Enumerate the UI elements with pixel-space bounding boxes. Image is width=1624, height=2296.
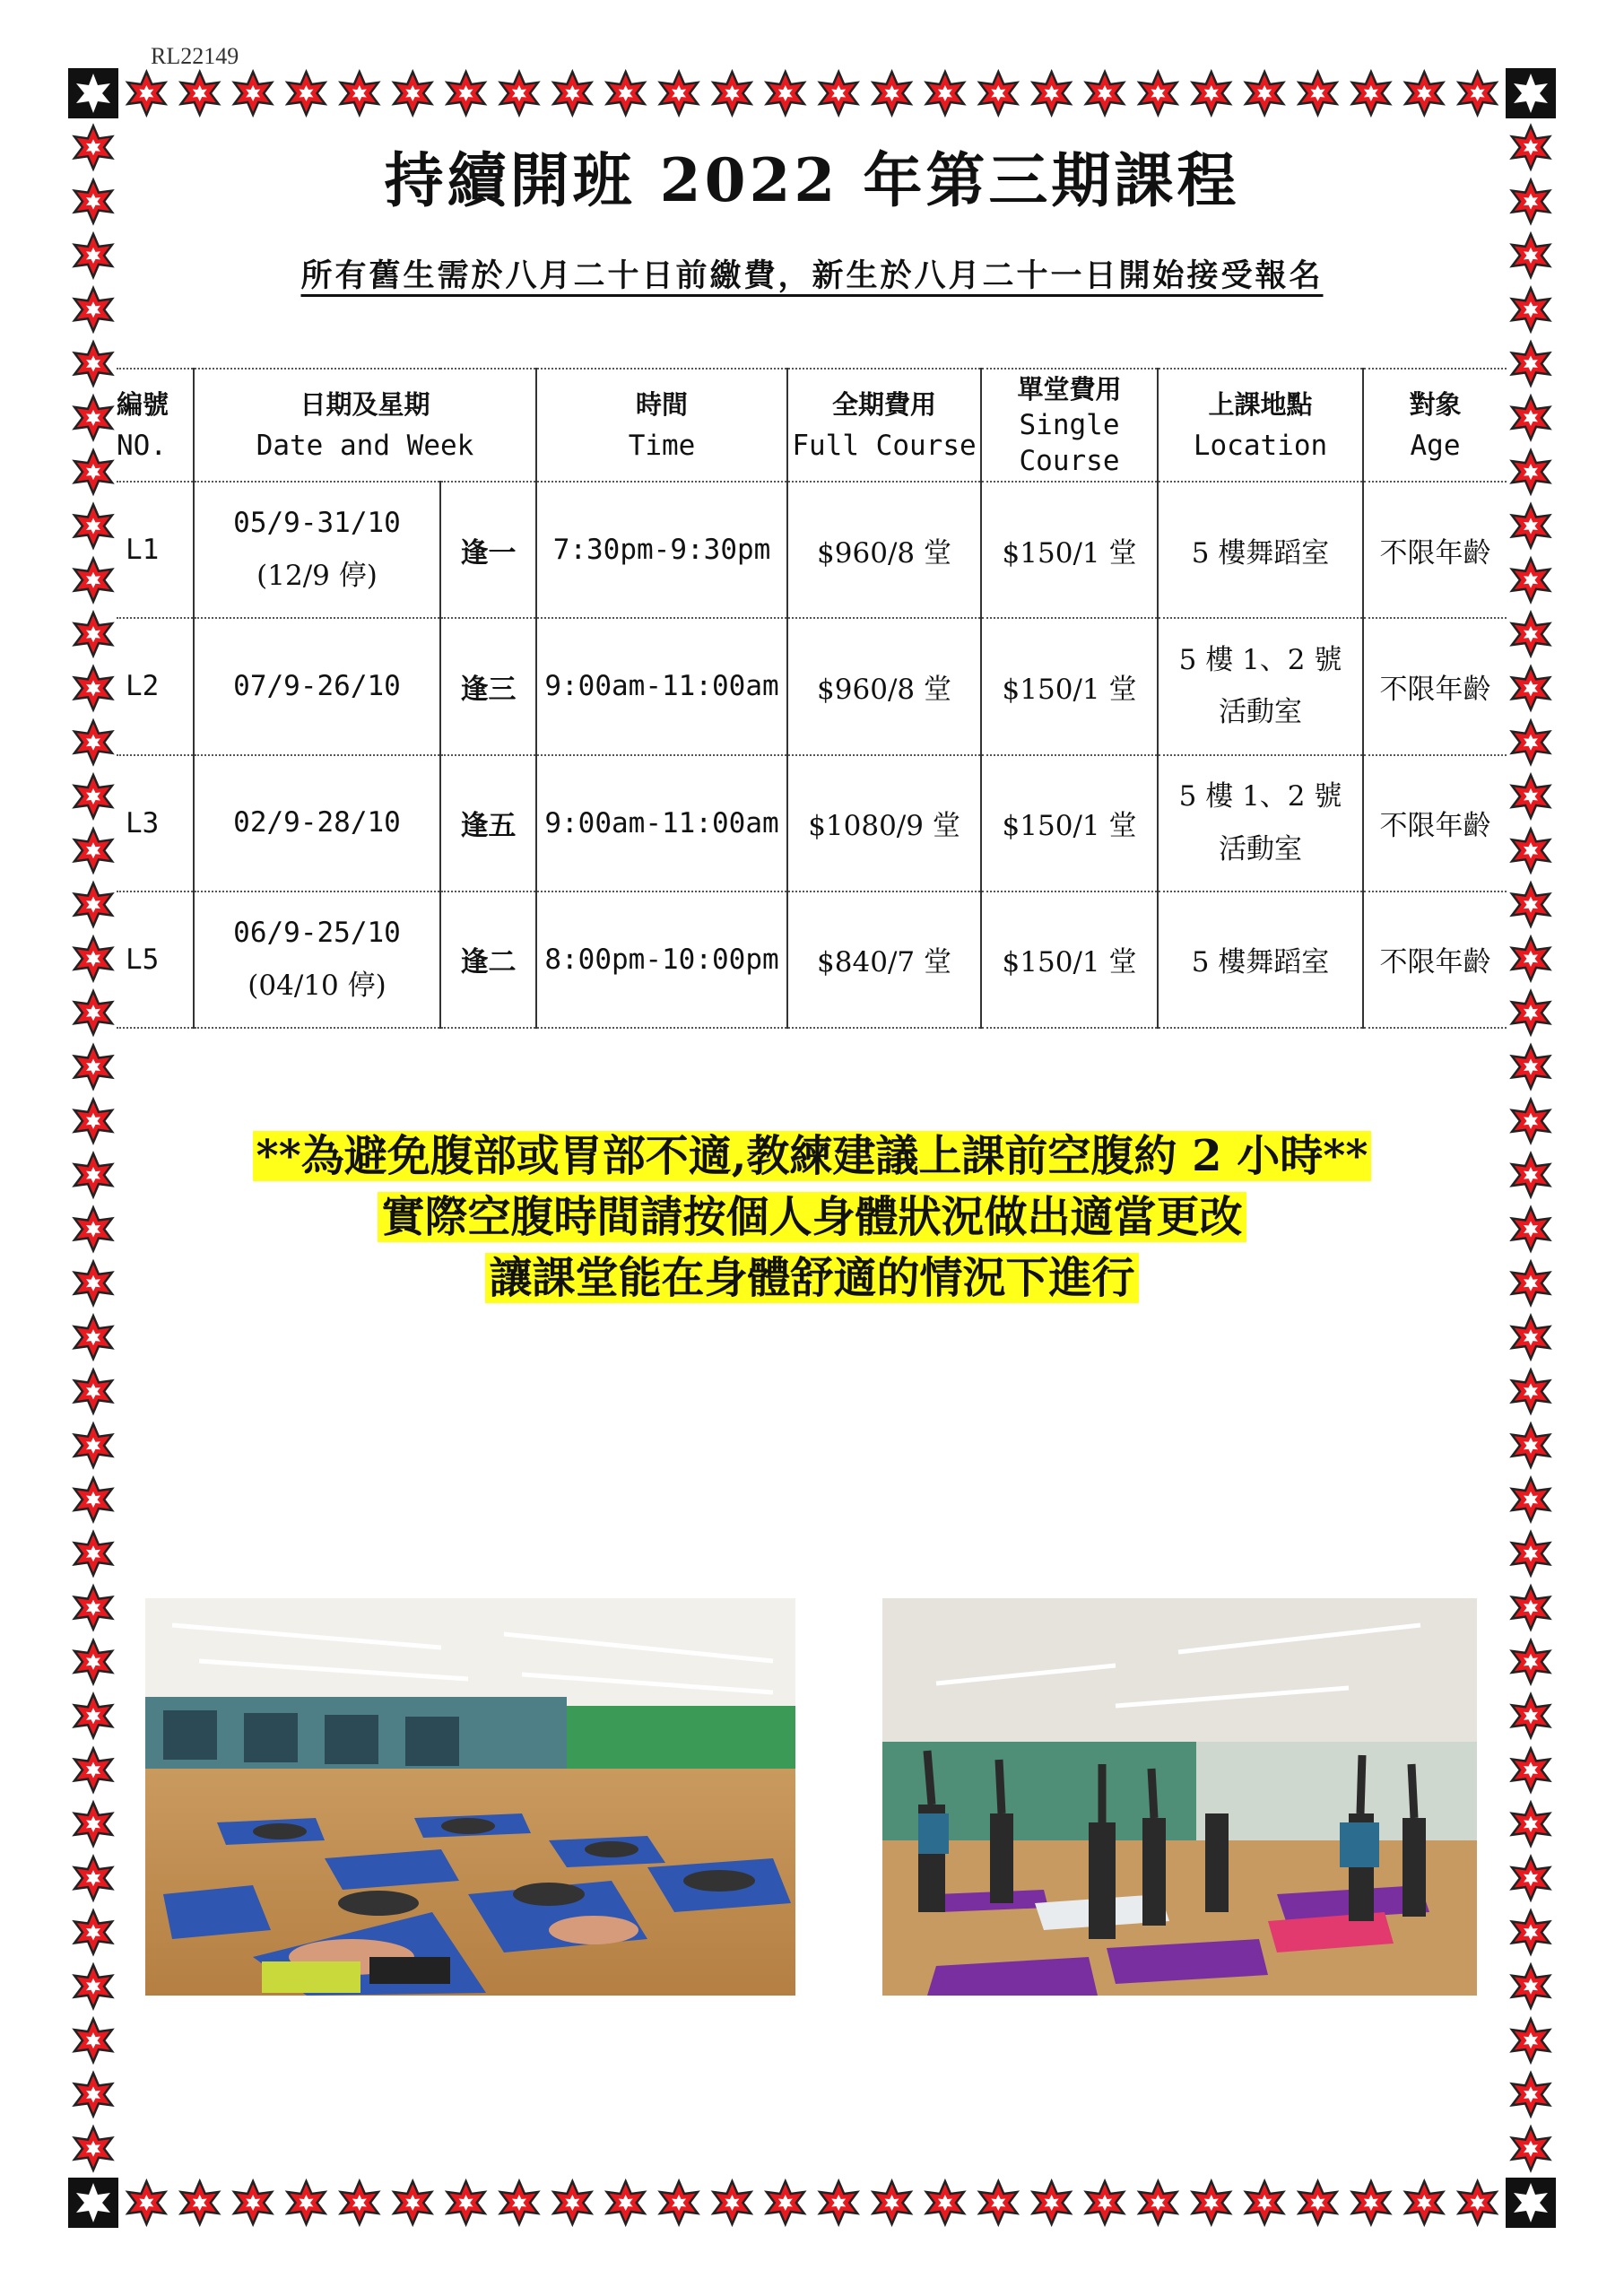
border-star-icon [1510,937,1551,980]
course-weekday: 逢五 [440,755,536,891]
border-star-icon [499,72,540,115]
border-star-icon [73,234,114,277]
border-star-icon [339,72,380,115]
header-location: 上課地點 Location [1158,369,1363,482]
border-star-icon [285,2181,326,2224]
class-photo-floor-exercise [145,1598,795,1996]
border-star-icon [765,72,806,115]
border-star-icon [818,72,859,115]
border-star-icon [977,72,1019,115]
border-star-icon [73,1803,114,1846]
border-star-icon [73,2073,114,2116]
border-star-icon [73,504,114,547]
course-single-fee: $150/1 堂 [981,618,1158,754]
border-star-icon [1244,2181,1285,2224]
course-single-fee: $150/1 堂 [981,482,1158,618]
border-star-icon [977,2181,1019,2224]
course-time: 9:00am-11:00am [536,618,787,754]
course-dates: 05/9-31/10 (12/9 停) [194,482,440,618]
border-star-icon [1403,72,1445,115]
border-star-icon [1510,234,1551,277]
border-star-icon [658,72,699,115]
course-dates: 07/9-26/10 [194,618,440,754]
course-dates: 02/9-28/10 [194,755,440,891]
course-schedule-table [117,368,1507,1029]
course-full-fee: $1080/9 堂 [787,755,981,891]
border-star-icon [1510,1640,1551,1683]
course-no: L3 [117,755,194,891]
course-pause-note: (04/10 停) [248,969,386,1002]
border-star-icon [499,2181,540,2224]
border-star-icon [1510,1424,1551,1467]
header-time: 時間 Time [536,369,787,482]
border-star-icon [1510,504,1551,547]
border-star-icon [73,1532,114,1575]
border-star-icon [73,1910,114,1953]
border-star-icon [1510,1803,1551,1846]
course-location: 5 樓舞蹈室 [1158,891,1363,1028]
header-single-course: 單堂費用 Single Course [981,369,1158,482]
border-star-icon [73,559,114,602]
border-star-icon [285,72,326,115]
border-star-icon [73,613,114,656]
header-age: 對象 Age [1363,369,1507,482]
border-star-icon [73,1749,114,1792]
border-star-icon [446,72,487,115]
fasting-advice-line-2: 實際空腹時間請按個人身體狀況做出適當更改 [378,1192,1246,1242]
border-star-icon [1084,2181,1125,2224]
course-location: 5 樓 1、2 號 活動室 [1158,755,1363,891]
corner-star-icon [1506,2178,1556,2228]
course-full-fee: $960/8 堂 [787,482,981,618]
border-star-icon [126,72,167,115]
border-star-icon [551,72,593,115]
border-star-icon [1510,721,1551,764]
border-star-icon [711,2181,752,2224]
border-star-icon [179,2181,221,2224]
border-star-icon [73,2019,114,2062]
header-no: 編號 NO. [117,369,194,482]
border-star-icon [1510,666,1551,709]
fasting-advice-line-3: 讓課堂能在身體舒適的情況下進行 [485,1253,1138,1303]
header-date: 日期及星期 Date and Week [194,369,536,482]
border-star-icon [1510,991,1551,1034]
course-time: 8:00pm-10:00pm [536,891,787,1028]
fasting-advice [108,1126,1516,1309]
border-star-icon [925,2181,966,2224]
border-star-icon [1510,180,1551,223]
border-star-icon [1510,883,1551,926]
border-star-icon [73,1424,114,1467]
border-star-icon [1137,2181,1178,2224]
corner-star-icon [68,68,118,118]
border-star-icon [1510,829,1551,872]
course-weekday: 逢一 [440,482,536,618]
border-star-icon [1031,72,1073,115]
border-star-icon [1510,450,1551,493]
border-star-icon [1031,2181,1073,2224]
course-time: 9:00am-11:00am [536,755,787,891]
border-star-icon [392,72,433,115]
course-full-fee: $840/7 堂 [787,891,981,1028]
border-star-icon [1510,1532,1551,1575]
course-no: L5 [117,891,194,1028]
course-age: 不限年齡 [1363,891,1507,1028]
border-star-icon [1510,396,1551,439]
border-star-icon [73,396,114,439]
page-title: 持續開班 2022 年第三期課程 [384,145,1240,215]
border-star-icon [232,72,274,115]
border-star-icon [73,1694,114,1737]
border-star-icon [1350,72,1392,115]
border-star-icon [73,937,114,980]
course-single-fee: $150/1 堂 [981,755,1158,891]
border-star-icon [73,126,114,169]
course-weekday: 逢三 [440,618,536,754]
table-row [117,618,1507,754]
border-star-icon [126,2181,167,2224]
border-star-icon [1510,1965,1551,2008]
border-star-icon [73,883,114,926]
table-row [117,482,1507,618]
border-star-icon [1510,1046,1551,1089]
corner-star-icon [68,2178,118,2228]
border-star-icon [1510,1694,1551,1737]
border-star-icon [73,666,114,709]
border-star-icon [232,2181,274,2224]
border-star-icon [73,1046,114,1089]
border-star-icon [73,2127,114,2170]
border-star-icon [605,72,647,115]
border-star-icon [605,2181,647,2224]
border-star-icon [339,2181,380,2224]
border-star-icon [1457,2181,1498,2224]
fasting-advice-line-1: **為避免腹部或胃部不適,教練建議上課前空腹約 2 小時** [253,1131,1372,1181]
border-star-icon [711,72,752,115]
course-location: 5 樓 1、2 號 活動室 [1158,618,1363,754]
course-single-fee: $150/1 堂 [981,891,1158,1028]
border-star-icon [1510,613,1551,656]
class-photo-standing-poses [882,1598,1477,1996]
corner-star-icon [1506,68,1556,118]
border-star-icon [1244,72,1285,115]
course-full-fee: $960/8 堂 [787,618,981,754]
border-star-icon [1510,1910,1551,1953]
border-star-icon [765,2181,806,2224]
border-star-icon [1510,343,1551,386]
border-star-icon [872,72,913,115]
course-age: 不限年齡 [1363,618,1507,754]
course-age: 不限年齡 [1363,482,1507,618]
border-star-icon [73,721,114,764]
border-star-icon [1510,775,1551,818]
border-star-icon [1510,1478,1551,1521]
border-star-icon [1350,2181,1392,2224]
border-star-icon [658,2181,699,2224]
border-star-icon [392,2181,433,2224]
course-dates: 06/9-25/10 (04/10 停) [194,891,440,1028]
border-star-icon [73,343,114,386]
border-star-icon [73,1640,114,1683]
border-star-icon [925,72,966,115]
border-star-icon [818,2181,859,2224]
border-star-icon [1510,1587,1551,1630]
border-star-icon [1510,1370,1551,1413]
border-star-icon [73,775,114,818]
border-star-icon [179,72,221,115]
course-no: L1 [117,482,194,618]
registration-notice-text: 所有舊生需於八月二十日前繳費，新生於八月二十一日開始接受報名 [300,257,1324,294]
border-star-icon [73,288,114,331]
border-star-icon [73,1478,114,1521]
course-location: 5 樓舞蹈室 [1158,482,1363,618]
border-star-icon [1298,2181,1339,2224]
border-star-icon [1084,72,1125,115]
border-star-icon [1510,2073,1551,2116]
border-star-icon [73,829,114,872]
reference-code: RL22149 [151,43,239,69]
table-row [117,755,1507,891]
course-no: L2 [117,618,194,754]
header-full-course: 全期費用 Full Course [787,369,981,482]
border-star-icon [1137,72,1178,115]
border-star-icon [1510,1857,1551,1900]
table-header-row [117,369,1507,482]
border-star-icon [1510,126,1551,169]
border-star-icon [1191,72,1232,115]
table-row [117,891,1507,1028]
border-star-icon [73,991,114,1034]
course-time: 7:30pm-9:30pm [536,482,787,618]
border-star-icon [1510,1316,1551,1359]
border-star-icon [446,2181,487,2224]
border-star-icon [1510,1749,1551,1792]
course-weekday: 逢二 [440,891,536,1028]
border-star-icon [1403,2181,1445,2224]
border-star-icon [551,2181,593,2224]
border-star-icon [73,450,114,493]
border-star-icon [73,1587,114,1630]
border-star-icon [1191,2181,1232,2224]
border-star-icon [1298,72,1339,115]
border-star-icon [73,1857,114,1900]
course-pause-note: (12/9 停) [256,560,378,593]
border-star-icon [872,2181,913,2224]
border-star-icon [1457,72,1498,115]
border-star-icon [1510,2019,1551,2062]
border-star-icon [73,1316,114,1359]
border-star-icon [73,180,114,223]
border-star-icon [73,1370,114,1413]
border-star-icon [1510,559,1551,602]
border-star-icon [73,1965,114,2008]
border-star-icon [1510,288,1551,331]
course-age: 不限年齡 [1363,755,1507,891]
border-star-icon [1510,2127,1551,2170]
registration-notice [179,251,1445,296]
